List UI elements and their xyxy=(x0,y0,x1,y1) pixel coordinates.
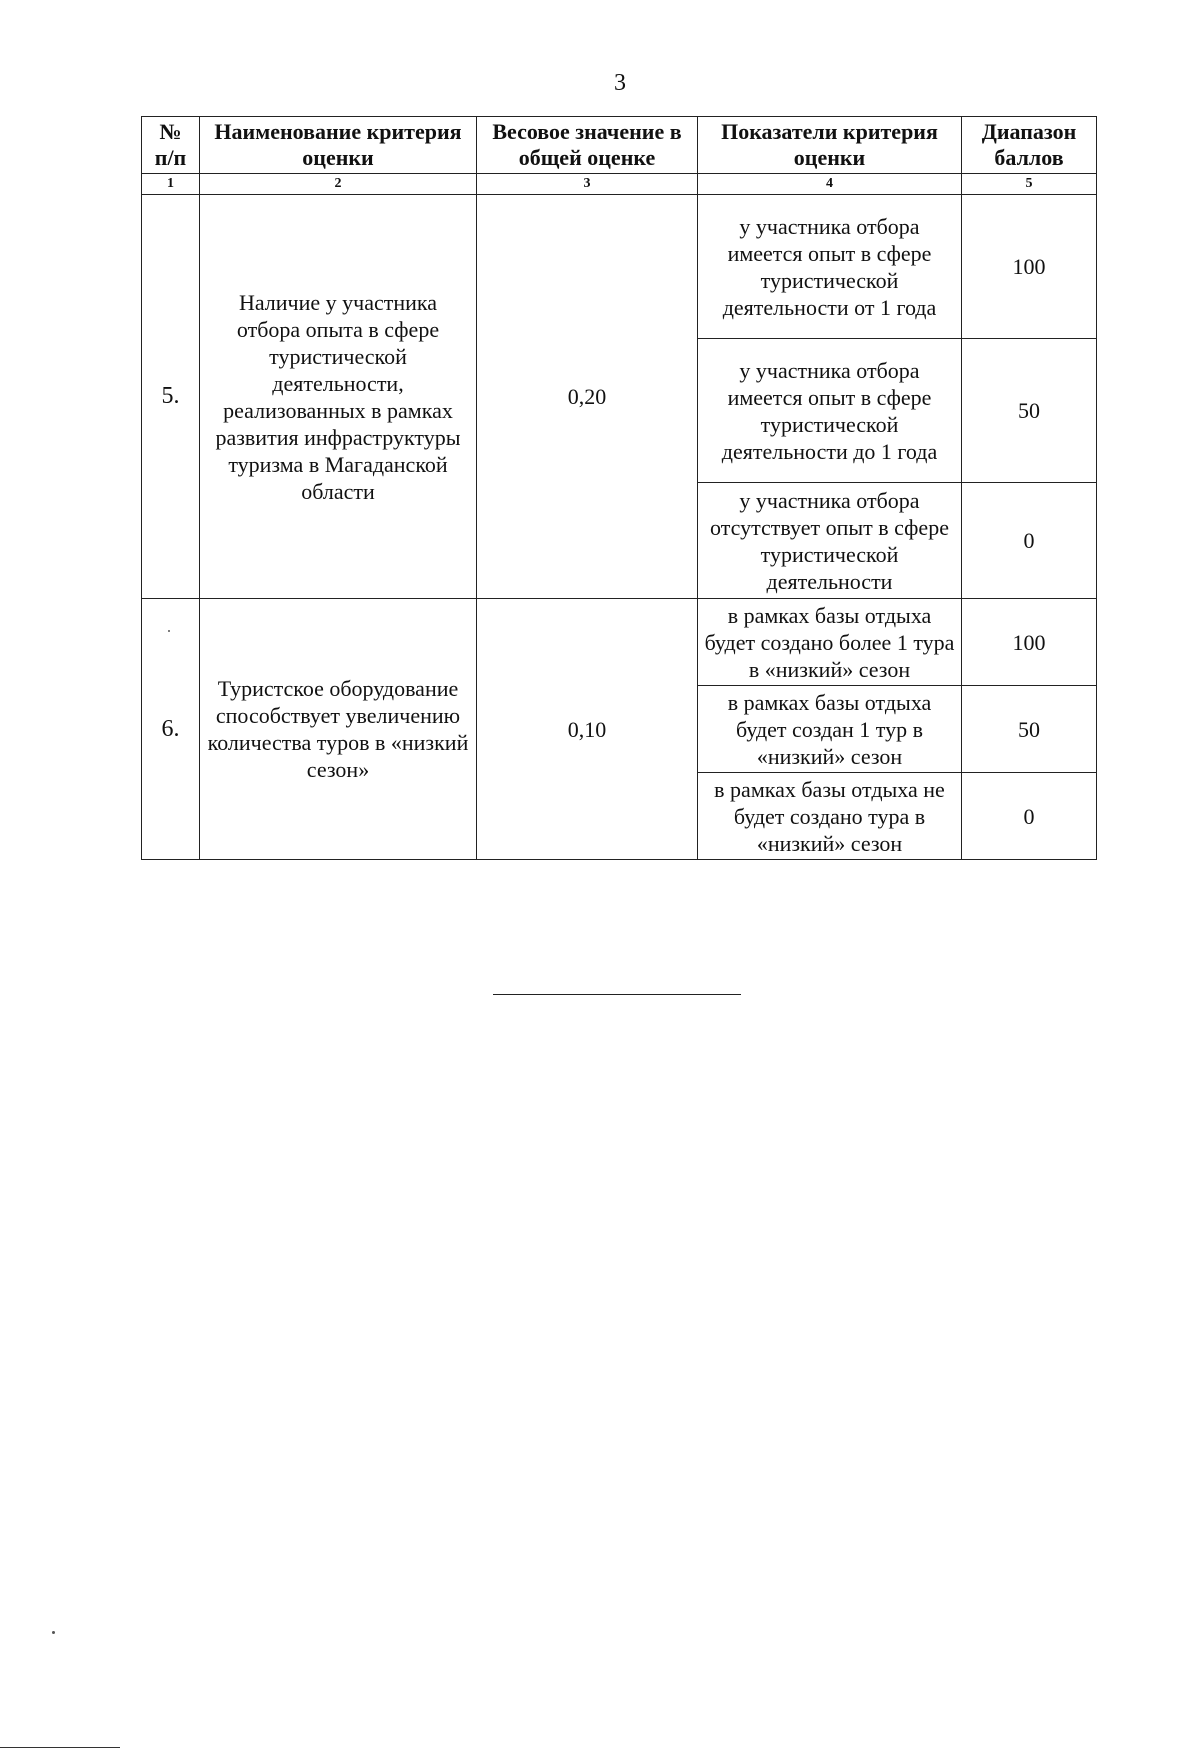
page-number: 3 xyxy=(614,70,626,96)
indicator-text: у участника отбора отсутствует опыт в сфере туристической деятельности xyxy=(698,483,962,599)
indicator-text: в рамках базы отдыха не будет создано тура в «низкий» сезон xyxy=(698,773,962,860)
header-indicators: Показатели критерия оценки xyxy=(698,117,962,174)
indicator-text: у участника отбора имеется опыт в сфере туристической деятельности до 1 года xyxy=(698,339,962,483)
table-row xyxy=(142,599,1097,686)
indicator-score: 100 xyxy=(962,599,1097,686)
header-num: № п/п xyxy=(142,117,200,174)
criterion-name: Туристское оборудование способствует увеличению количества туров в «низкий сезон» xyxy=(200,599,477,860)
indicator-text: в рамках базы отдыха будет создано более 1 тура в «низкий» сезон xyxy=(698,599,962,686)
criterion-name: Наличие у участника отбора опыта в сфере туристической деятельности, реализованных в рамках развития инфраструктуры туризма в Магаданской области xyxy=(200,195,477,599)
scan-speck xyxy=(168,630,170,632)
indicator-score: 50 xyxy=(962,339,1097,483)
column-number: 1 xyxy=(142,174,200,195)
header-row xyxy=(142,117,1097,174)
scan-speck xyxy=(52,1631,55,1634)
column-number: 3 xyxy=(477,174,698,195)
criteria-table xyxy=(141,116,1097,860)
indicator-score: 100 xyxy=(962,195,1097,339)
criterion-weight: 0,10 xyxy=(477,599,698,860)
row-number: 6. xyxy=(142,599,200,860)
header-range: Диапазон баллов xyxy=(962,117,1097,174)
end-rule xyxy=(493,994,741,995)
header-weight: Весовое значение в общей оценке xyxy=(477,117,698,174)
header-name: Наименование критерия оценки xyxy=(200,117,477,174)
indicator-score: 0 xyxy=(962,773,1097,860)
column-number: 4 xyxy=(698,174,962,195)
row-number: 5. xyxy=(142,195,200,599)
table-row xyxy=(142,195,1097,339)
indicator-score: 0 xyxy=(962,483,1097,599)
indicator-score: 50 xyxy=(962,686,1097,773)
indicator-text: у участника отбора имеется опыт в сфере туристической деятельности от 1 года xyxy=(698,195,962,339)
column-number-row xyxy=(142,174,1097,195)
criterion-weight: 0,20 xyxy=(477,195,698,599)
scan-edge-line xyxy=(0,1747,120,1748)
indicator-text: в рамках базы отдыха будет создан 1 тур в «низкий» сезон xyxy=(698,686,962,773)
column-number: 2 xyxy=(200,174,477,195)
column-number: 5 xyxy=(962,174,1097,195)
